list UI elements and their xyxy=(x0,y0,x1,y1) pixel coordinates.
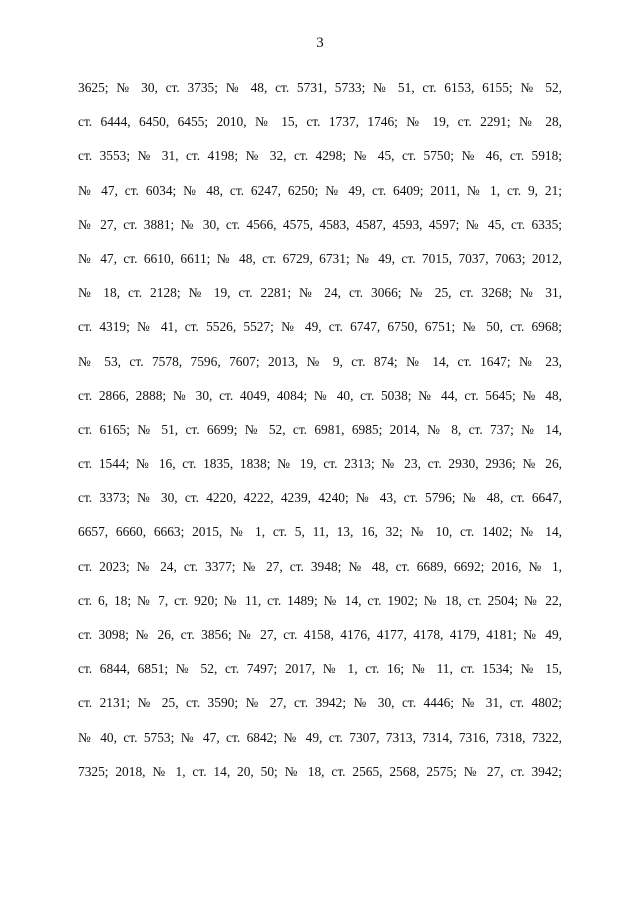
text-line: ст. 2131; № 25, ст. 3590; № 27, ст. 3942; № 30, ст. 4446; № 31, ст. 4802; xyxy=(78,695,562,711)
text-line: ст. 6844, 6851; № 52, ст. 7497; 2017, № 1, ст. 16; № 11, ст. 1534; № 15, xyxy=(78,661,562,677)
text-line: № 53, ст. 7578, 7596, 7607; 2013, № 9, ст. 874; № 14, ст. 1647; № 23, xyxy=(78,353,562,369)
text-line: № 27, ст. 3881; № 30, ст. 4566, 4575, 4583, 4587, 4593, 4597; № 45, ст. 6335; xyxy=(78,216,562,232)
text-line: № 18, ст. 2128; № 19, ст. 2281; № 24, ст. 3066; № 25, ст. 3268; № 31, xyxy=(78,285,562,301)
text-line: ст. 2866, 2888; № 30, ст. 4049, 4084; № 40, ст. 5038; № 44, ст. 5645; № 48, xyxy=(78,387,562,403)
text-line: ст. 6, 18; № 7, ст. 920; № 11, ст. 1489; № 14, ст. 1902; № 18, ст. 2504; № 22, xyxy=(78,592,562,608)
text-line: ст. 1544; № 16, ст. 1835, 1838; № 19, ст. 2313; № 23, ст. 2930, 2936; № 26, xyxy=(78,456,562,472)
text-line: ст. 6165; № 51, ст. 6699; № 52, ст. 6981, 6985; 2014, № 8, ст. 737; № 14, xyxy=(78,421,562,437)
text-line: № 47, ст. 6610, 6611; № 48, ст. 6729, 6731; № 49, ст. 7015, 7037, 7063; 2012, xyxy=(78,250,562,266)
text-line: 7325; 2018, № 1, ст. 14, 20, 50; № 18, ст. 2565, 2568, 2575; № 27, ст. 3942; xyxy=(78,763,562,779)
text-line: 6657, 6660, 6663; 2015, № 1, ст. 5, 11, 13, 16, 32; № 10, ст. 1402; № 14, xyxy=(78,524,562,540)
body-text xyxy=(78,71,562,789)
text-line: ст. 2023; № 24, ст. 3377; № 27, ст. 3948; № 48, ст. 6689, 6692; 2016, № 1, xyxy=(78,558,562,574)
text-line: № 40, ст. 5753; № 47, ст. 6842; № 49, ст. 7307, 7313, 7314, 7316, 7318, 7322, xyxy=(78,729,562,745)
text-line: ст. 3098; № 26, ст. 3856; № 27, ст. 4158, 4176, 4177, 4178, 4179, 4181; № 49, xyxy=(78,627,562,642)
page-number: 3 xyxy=(316,35,324,51)
text-line: ст. 3553; № 31, ст. 4198; № 32, ст. 4298; № 45, ст. 5750; № 46, ст. 5918; xyxy=(78,148,562,164)
text-line: № 47, ст. 6034; № 48, ст. 6247, 6250; № 49, ст. 6409; 2011, № 1, ст. 9, 21; xyxy=(78,182,562,198)
text-line: ст. 4319; № 41, ст. 5526, 5527; № 49, ст. 6747, 6750, 6751; № 50, ст. 6968; xyxy=(78,319,562,335)
text-line: 3625; № 30, ст. 3735; № 48, ст. 5731, 5733; № 51, ст. 6153, 6155; № 52, xyxy=(78,80,562,95)
text-line: ст. 3373; № 30, ст. 4220, 4222, 4239, 4240; № 43, ст. 5796; № 48, ст. 6647, xyxy=(78,490,562,506)
text-line: ст. 6444, 6450, 6455; 2010, № 15, ст. 1737, 1746; № 19, ст. 2291; № 28, xyxy=(78,114,562,130)
